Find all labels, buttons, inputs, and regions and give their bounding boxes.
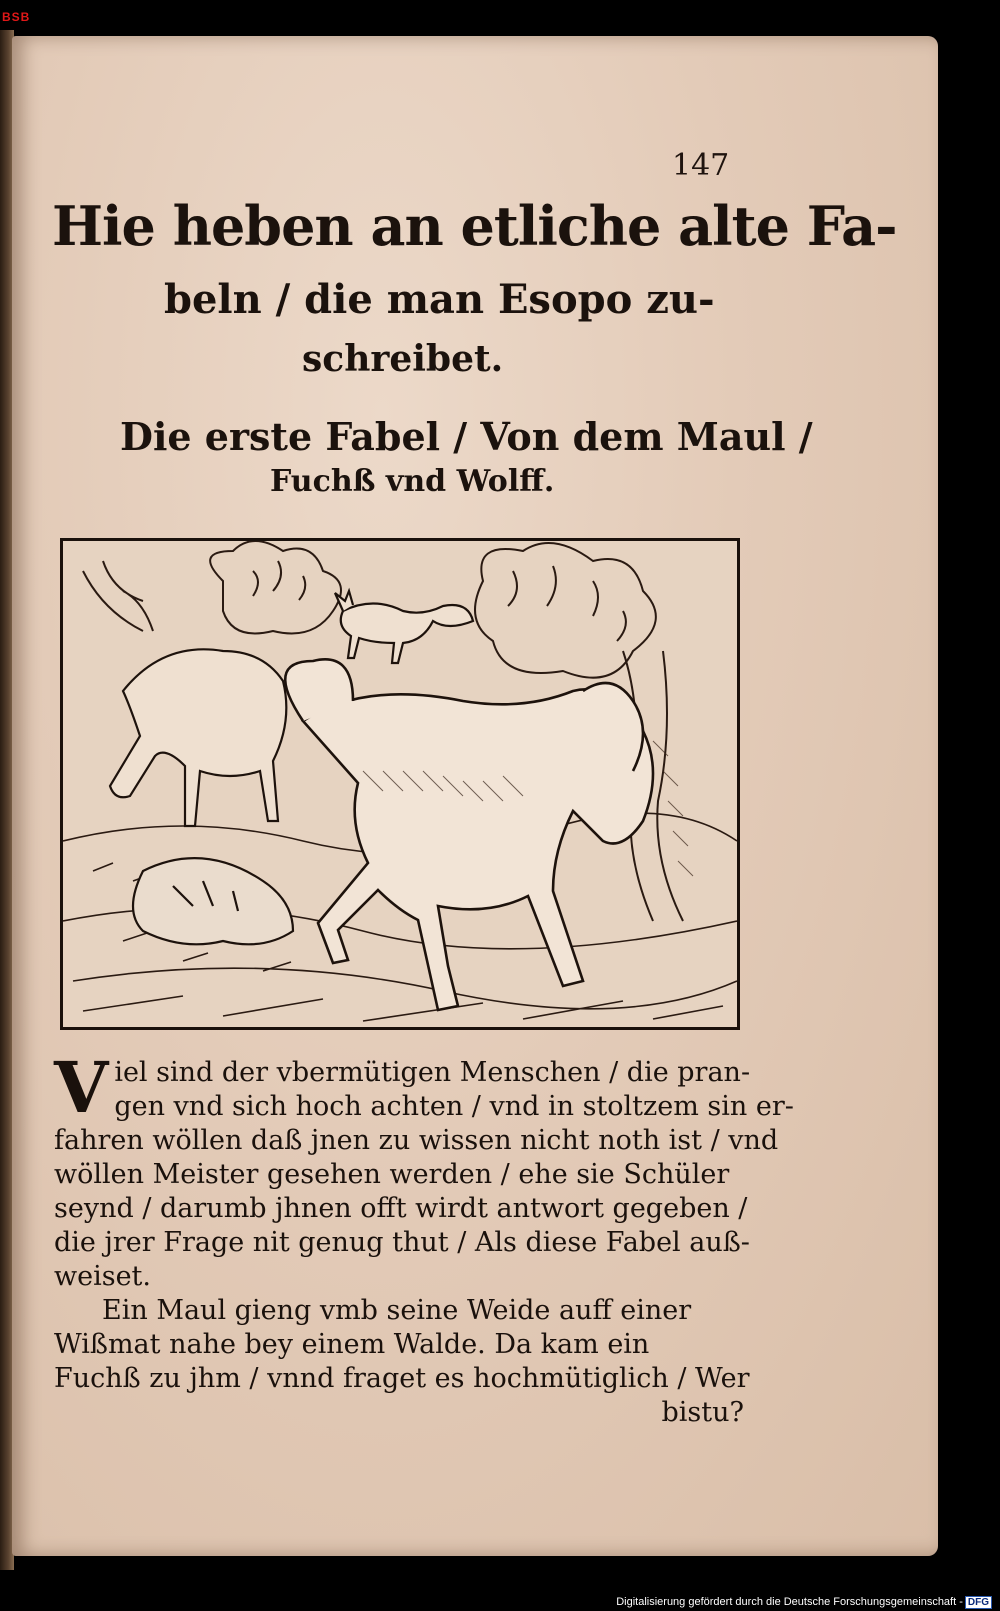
footer-credit-text: Digitalisierung gefördert durch die Deutsche Forschungsgemeinschaft - (616, 1596, 963, 1608)
library-mark: BSB (2, 10, 31, 24)
woodcut-illustration-icon (60, 538, 740, 1030)
text-line: wöllen Meister gesehen werden / ehe sie Schüler (54, 1159, 730, 1190)
text-line: Fuchß zu jhm / vnnd fraget es hochmütiglich / Wer (54, 1363, 750, 1394)
text-line: Viel sind der vbermütigen Menschen / die pran- (54, 1046, 751, 1129)
drop-cap: V (54, 1046, 109, 1129)
text-line: Wißmat nahe bey einem Walde. Da kam ein (54, 1329, 650, 1360)
book-page (12, 36, 938, 1556)
body-text (54, 1046, 794, 1430)
dfg-logo-icon: DFG (965, 1596, 992, 1609)
text-line: gen vnd sich hoch achten / vnd in stoltzem sin er- (114, 1091, 794, 1122)
text-line: Ein Maul gieng vmb seine Weide auff einer (102, 1295, 692, 1326)
subtitle-line-1: Die erste Fabel / Von dem Maul / (120, 414, 813, 459)
text-line: weiset. (54, 1261, 151, 1292)
catchword: bistu? (661, 1397, 744, 1428)
subtitle-line-2: Fuchß vnd Wolff. (270, 464, 555, 499)
page-number: 147 (672, 148, 730, 183)
title-line-1: Hie heben an etliche alte Fa- (52, 194, 897, 258)
text-line: die jrer Frage nit genug thut / Als diese Fabel auß- (54, 1227, 750, 1258)
title-line-3: schreibet. (302, 338, 504, 380)
text-line: seynd / darumb jhnen offt wirdt antwort gegeben / (54, 1193, 748, 1224)
text-line: fahren wöllen daß jnen zu wissen nicht noth ist / vnd (54, 1125, 779, 1156)
footer-credit (616, 1596, 992, 1609)
title-line-2: beln / die man Esopo zu- (164, 276, 715, 323)
